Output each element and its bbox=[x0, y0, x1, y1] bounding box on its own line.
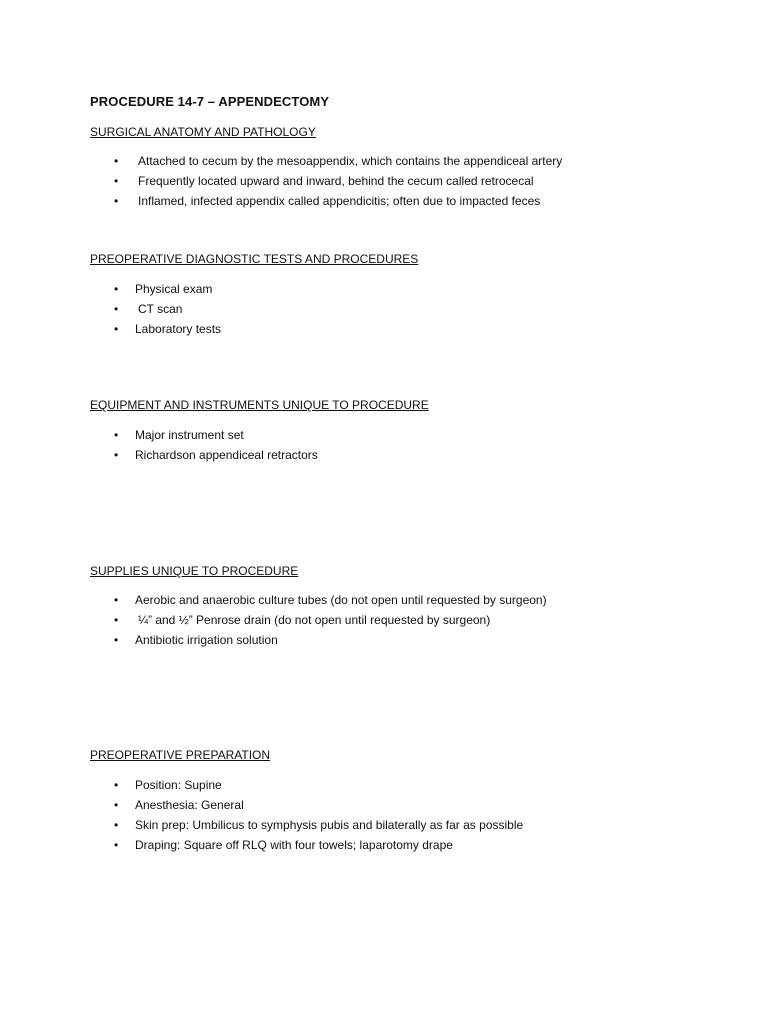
list-item-text: CT scan bbox=[138, 302, 183, 316]
bullet-icon: • bbox=[114, 818, 119, 832]
list-item-text: ¼” and ½” Penrose drain (do not open until requested by surgeon) bbox=[138, 613, 491, 627]
list-item-text: Richardson appendiceal retractors bbox=[135, 448, 318, 462]
list-item-text: Laboratory tests bbox=[135, 322, 222, 336]
list-item-text: Frequently located upward and inward, behind the cecum called retrocecal bbox=[138, 174, 534, 188]
section-heading-preparation: PREOPERATIVE PREPARATION bbox=[90, 748, 271, 762]
list-item-text: Anesthesia: General bbox=[135, 798, 244, 812]
bullet-icon: • bbox=[114, 593, 119, 607]
list-item-text: Draping: Square off RLQ with four towels; laparotomy drape bbox=[135, 838, 453, 852]
section-heading-anatomy: SURGICAL ANATOMY AND PATHOLOGY bbox=[90, 125, 316, 139]
bullet-icon: • bbox=[114, 174, 119, 188]
list-item-text: Physical exam bbox=[135, 282, 213, 296]
list-item-text: Inflamed, infected appendix called appendicitis; often due to impacted feces bbox=[138, 194, 541, 208]
section-heading-supplies: SUPPLIES UNIQUE TO PROCEDURE bbox=[90, 564, 299, 578]
document-title: PROCEDURE 14-7 – APPENDECTOMY bbox=[90, 94, 330, 109]
list-item-text: Skin prep: Umbilicus to symphysis pubis and bilaterally as far as possible bbox=[135, 818, 524, 832]
bullet-icon: • bbox=[114, 798, 119, 812]
list-item-text: Attached to cecum by the mesoappendix, which contains the appendiceal artery bbox=[138, 154, 563, 168]
bullet-icon: • bbox=[114, 154, 119, 168]
bullet-icon: • bbox=[114, 613, 119, 627]
section-heading-diagnostics: PREOPERATIVE DIAGNOSTIC TESTS AND PROCEDURES bbox=[90, 252, 419, 266]
list-item-text: Major instrument set bbox=[135, 428, 244, 442]
bullet-icon: • bbox=[114, 633, 119, 647]
bullet-icon: • bbox=[114, 778, 119, 792]
bullet-icon: • bbox=[114, 282, 119, 296]
list-item-text: Aerobic and anaerobic culture tubes (do not open until requested by surgeon) bbox=[135, 593, 547, 607]
bullet-icon: • bbox=[114, 838, 119, 852]
bullet-icon: • bbox=[114, 428, 119, 442]
list-item-text: Position: Supine bbox=[135, 778, 222, 792]
bullet-icon: • bbox=[114, 322, 119, 336]
bullet-icon: • bbox=[114, 302, 119, 316]
bullet-icon: • bbox=[114, 448, 119, 462]
section-heading-equipment: EQUIPMENT AND INSTRUMENTS UNIQUE TO PROCEDURE bbox=[90, 398, 429, 412]
bullet-icon: • bbox=[114, 194, 119, 208]
list-item-text: Antibiotic irrigation solution bbox=[135, 633, 278, 647]
